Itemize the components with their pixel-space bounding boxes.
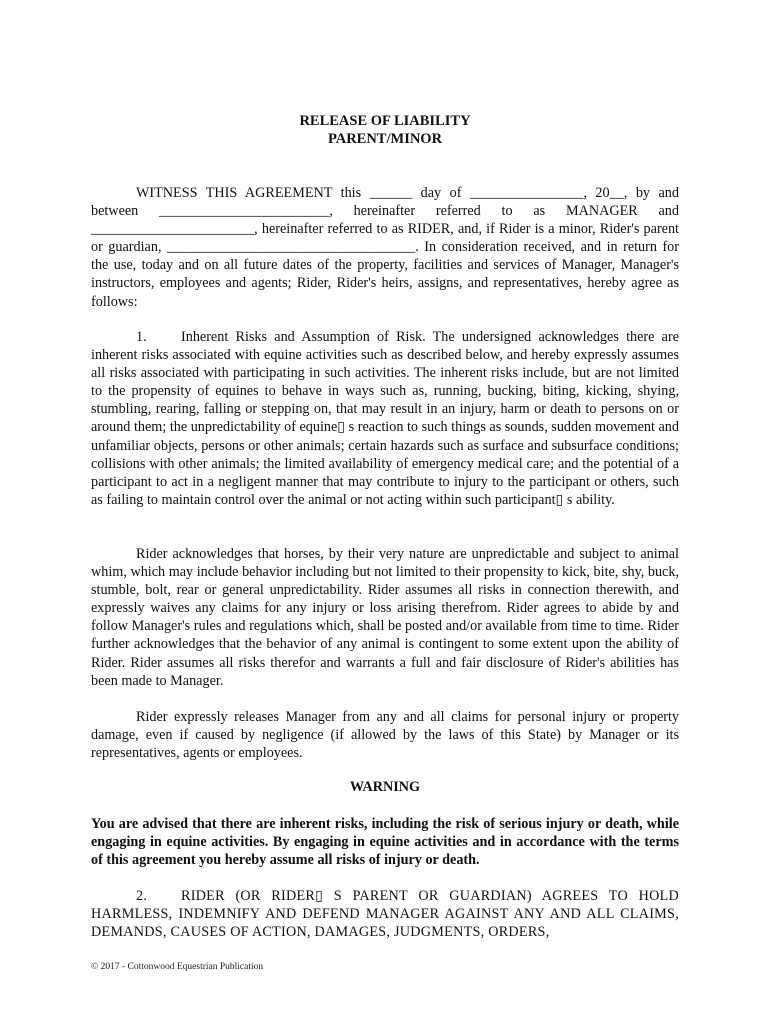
section-2-block <box>91 887 679 941</box>
witness-paragraph: WITNESS THIS AGREEMENT this ______ day of ________________, 20__, by and between ________________________, hereinafter referred to as MANAGER and _______________________, hereinafter referred to as RIDER, and, if Rider is a minor, Rider's parent or guardian, ___________________________________. In consideration received, and in return for the use, today and on all future dates of the property, facilities and services of Manager, Manager's instructors, employees and agents; Rider, Rider's heirs, assigns, and representatives, hereby agree as follows: <box>91 185 679 310</box>
rider-acknowledgement-block <box>91 545 679 690</box>
title-line-release: RELEASE OF LIABILITY <box>299 113 471 129</box>
section-1-text: Inherent Risks and Assumption of Risk. The undersigned acknowledges there are inherent risks associated with equine activities such as described below, and hereby expressly assumes all risks associated with participating in such activities. The inherent risks include, but are not limited to the propensity of equines to behave in ways such as, running, bucking, biting, kicking, shying, stumbling, rearing, falling or stepping on, that may result in an injury, harm or death to persons on or around them; the unpredictability of equine▯ s reaction to such things as sounds, sudden movement and unfamiliar objects, persons or other animals; certain hazards such as surface and subsurface conditions; collisions with other animals; the limited availability of emergency medical care; and the potential of a participant to act in a negligent manner that may contribute to injury to the participant or others, such as failing to maintain control over the animal or not acting within such participant▯ s ability. <box>91 329 679 508</box>
title-line-parent-minor: PARENT/MINOR <box>327 131 443 147</box>
rider-release-paragraph: Rider expressly releases Manager from any and all claims for personal injury or property damage, even if caused by negligence (if allowed by the laws of this State) by Manager or its representatives, agents or employees. <box>91 709 679 762</box>
document-title <box>0 112 770 148</box>
copyright-footer: © 2017 - Cottonwood Equestrian Publication <box>91 962 264 972</box>
witness-paragraph-block <box>91 184 679 311</box>
rider-acknowledgement-paragraph: Rider acknowledges that horses, by their very nature are unpredictable and subject to animal whim, which may include behavior including but not limited to their propensity to kick, bite, shy, buck, stumble, bolt, rear or general unpredictability. Rider assumes all risks in connection therewith, and expressly waives any claims for any injury or loss arising therefrom. Rider agrees to abide by and follow Manager's rules and regulations which, shall be posted and/or available from time to time. Rider further acknowledges that the behavior of any animal is contingent to some extent upon the ability of Rider. Rider assumes all risks therefor and warrants a full and fair disclosure of Rider's abilities has been made to Manager. <box>91 546 679 689</box>
section-2-text: RIDER (OR RIDER▯ S PARENT OR GUARDIAN) AGREES TO HOLD HARMLESS, INDEMNIFY AND DEFEND MANAGER AGAINST ANY AND ALL CLAIMS, DEMANDS, CAUSES OF ACTION, DAMAGES, JUDGMENTS, ORDERS, <box>91 888 679 941</box>
warning-text: You are advised that there are inherent risks, including the risk of serious injury or death, while engaging in equine activities. By engaging in equine activities and in accordance with the terms of this agreement you hereby assume all risks of injury or death. <box>91 816 679 869</box>
rider-release-block <box>91 708 679 762</box>
section-1-paragraph <box>91 328 679 509</box>
warning-heading: WARNING <box>349 779 421 795</box>
section-2-paragraph <box>91 887 679 941</box>
section-1-block <box>91 328 679 509</box>
section-1-number: 1. <box>136 329 147 345</box>
section-2-number: 2. <box>136 888 148 904</box>
